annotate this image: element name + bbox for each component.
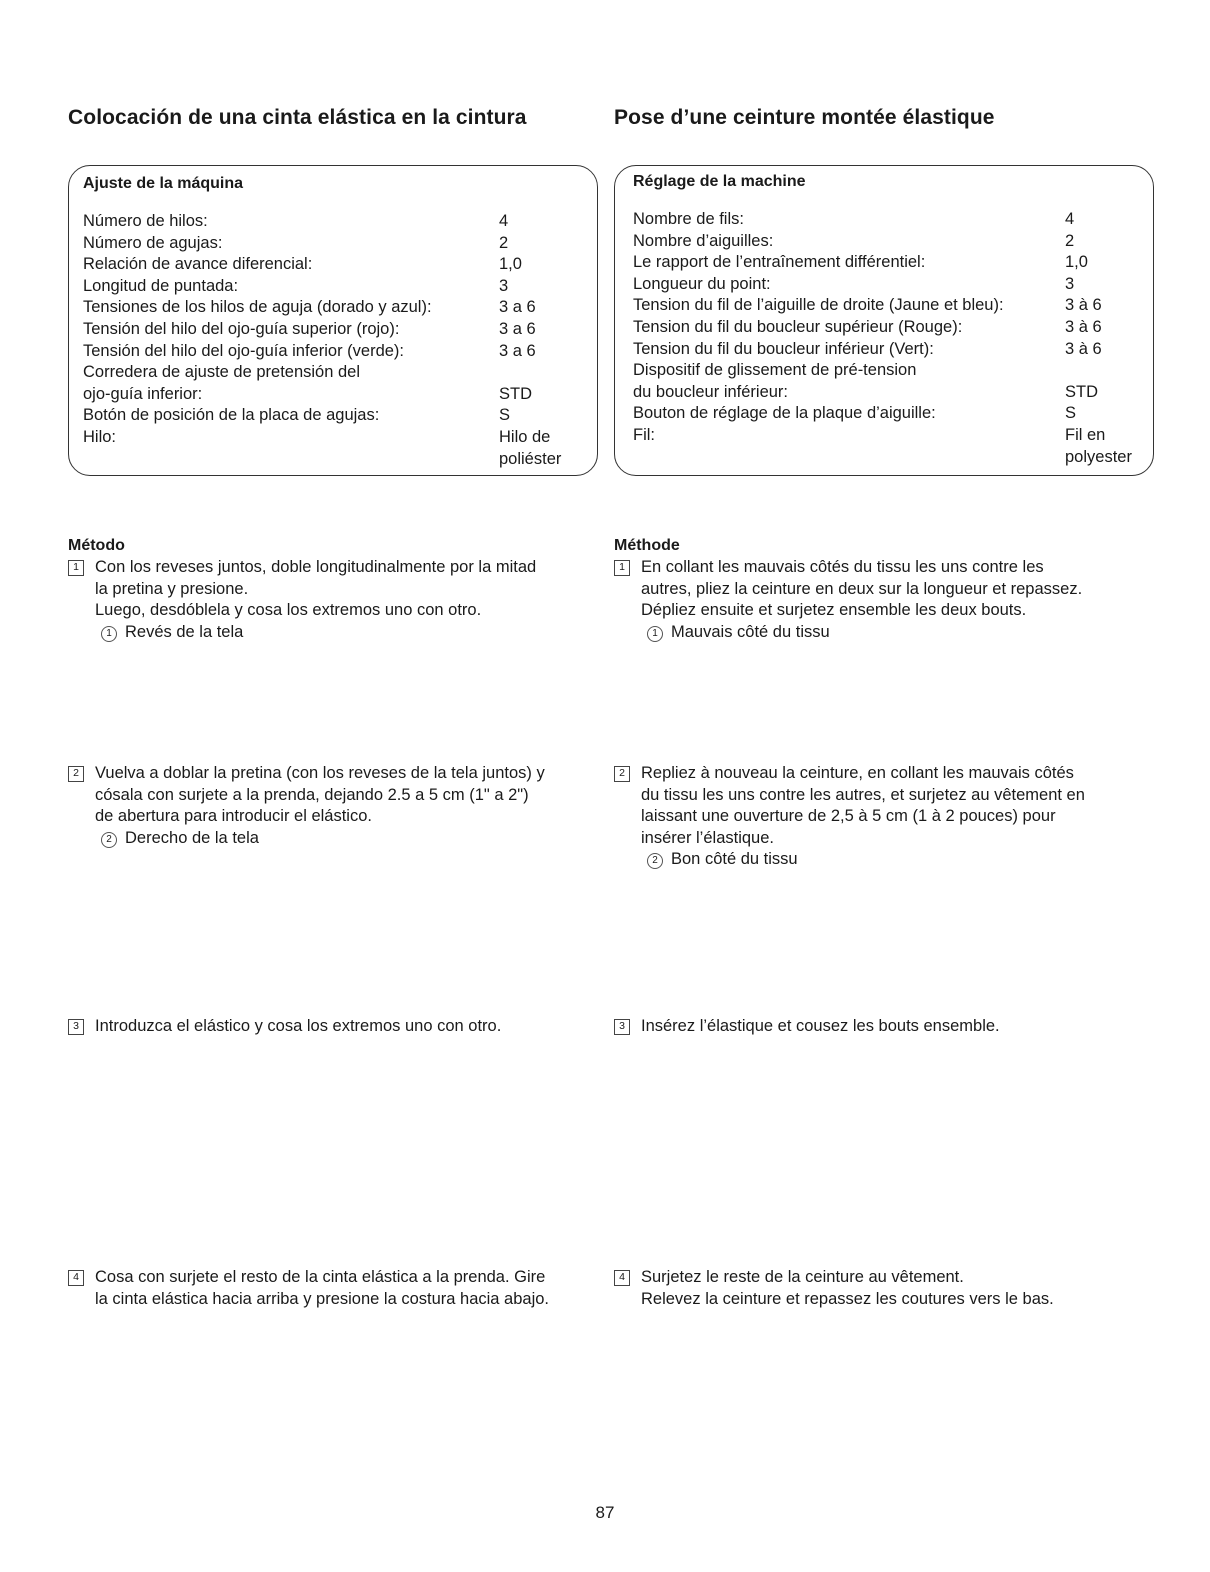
settings-value: 4 <box>1065 210 1075 228</box>
settings-row <box>83 254 597 276</box>
settings-row <box>83 297 597 319</box>
settings-row <box>633 317 1153 339</box>
settings-row <box>83 341 597 363</box>
settings-label <box>83 449 499 471</box>
page-number: 87 <box>595 1503 615 1522</box>
step-text-line: Cosa con surjete el resto de la cinta elástica a la prenda. Gire <box>95 1268 546 1286</box>
fr-title: Pose d’une ceinture montée élastique <box>614 106 995 129</box>
settings-label: Tension du fil du boucleur supérieur (Rouge): <box>633 317 963 336</box>
circled-number: 2 <box>101 832 117 848</box>
settings-label: Tension du fil du boucleur inférieur (Vert): <box>633 339 934 358</box>
figure-reference <box>95 622 598 644</box>
step-1 <box>614 557 1154 643</box>
settings-value: 3 à 6 <box>1065 339 1102 358</box>
settings-value: 3 à 6 <box>1065 317 1102 336</box>
settings-value: STD <box>1065 382 1098 401</box>
settings-value: 1,0 <box>1065 253 1088 272</box>
circled-number: 1 <box>101 626 117 642</box>
settings-label: Tensión del hilo del ojo-guía superior (rojo): <box>83 319 400 338</box>
settings-value: 2 <box>499 233 509 252</box>
settings-value: Fil en <box>1065 425 1106 444</box>
step-2 <box>68 763 598 849</box>
settings-row <box>633 231 1153 253</box>
settings-value <box>499 362 597 384</box>
settings-value: poliéster <box>499 449 562 468</box>
settings-value: 3 <box>499 276 509 295</box>
step-text-line: la cinta elástica hacia arriba y presione la costura hacia abajo. <box>95 1289 550 1308</box>
step-text-line: Con los reveses juntos, doble longitudinalmente por la mitad <box>95 558 537 576</box>
step-number-box: 2 <box>614 766 630 782</box>
figure-reference-label: Mauvais côté du tissu <box>671 622 830 641</box>
settings-label: du boucleur inférieur: <box>633 382 789 401</box>
settings-row <box>83 449 597 471</box>
es-settings-list <box>83 211 597 470</box>
step-1 <box>68 557 598 643</box>
settings-label: Longueur du point: <box>633 274 771 293</box>
settings-row <box>83 276 597 298</box>
step-text-line: Dépliez ensuite et surjetez ensemble les deux bouts. <box>641 601 1027 620</box>
settings-label: Tension du fil de l’aiguille de droite (Jaune et bleu): <box>633 296 1004 315</box>
circled-number: 2 <box>647 853 663 869</box>
es-settings-title: Ajuste de la máquina <box>83 175 244 192</box>
step-text-line: Surjetez le reste de la ceinture au vêtement. <box>641 1268 964 1286</box>
settings-value <box>1065 360 1153 382</box>
settings-label: Relación de avance diferencial: <box>83 255 313 274</box>
settings-row <box>633 382 1153 404</box>
step-number-box: 4 <box>68 1270 84 1286</box>
settings-row <box>633 209 1153 231</box>
settings-value: 3 a 6 <box>499 298 536 317</box>
settings-value: 4 <box>499 212 509 230</box>
step-number-box: 4 <box>614 1270 630 1286</box>
settings-value: 3 a 6 <box>499 341 536 360</box>
settings-label: Le rapport de l’entraînement différentiel: <box>633 253 926 272</box>
settings-row <box>633 403 1153 425</box>
step-text-line: autres, pliez la ceinture en deux sur la longueur et repassez. <box>641 579 1083 598</box>
settings-value: 3 à 6 <box>1065 296 1102 315</box>
step-text-line: de abertura para introducir el elástico. <box>95 807 372 826</box>
step-text-line: Introduzca el elástico y cosa los extremos uno con otro. <box>95 1017 502 1035</box>
step-2 <box>614 763 1154 871</box>
settings-row <box>83 362 597 384</box>
settings-value: 3 a 6 <box>499 319 536 338</box>
settings-row <box>83 405 597 427</box>
fr-settings-list <box>633 209 1153 468</box>
settings-label: Botón de posición de la placa de agujas: <box>83 406 380 425</box>
settings-row <box>83 233 597 255</box>
settings-label <box>633 447 1065 469</box>
step-text-line: Insérez l’élastique et cousez les bouts ensemble. <box>641 1017 1000 1035</box>
settings-value: 1,0 <box>499 255 522 274</box>
step-3 <box>614 1016 1154 1038</box>
step-3 <box>68 1016 598 1038</box>
settings-row <box>633 295 1153 317</box>
settings-label: Nombre d’aiguilles: <box>633 231 774 250</box>
fr-method-heading: Méthode <box>614 537 680 554</box>
figure-reference-label: Derecho de la tela <box>125 828 259 847</box>
step-text-line: Luego, desdóblela y cosa los extremos uno con otro. <box>95 601 482 620</box>
settings-value: 2 <box>1065 231 1075 250</box>
settings-value: S <box>1065 404 1077 423</box>
step-text-line: En collant les mauvais côtés du tissu les uns contre les <box>641 558 1044 576</box>
fr-settings-title: Réglage de la machine <box>633 173 806 190</box>
settings-label: Tensión del hilo del ojo-guía inferior (verde): <box>83 341 405 360</box>
step-number-box: 2 <box>68 766 84 782</box>
settings-value: S <box>499 406 511 425</box>
step-number-box: 1 <box>68 560 84 576</box>
es-settings-box <box>68 165 598 476</box>
settings-label: Tensiones de los hilos de aguja (dorado y azul): <box>83 298 432 317</box>
settings-row <box>83 384 597 406</box>
settings-label: Longitud de puntada: <box>83 276 239 295</box>
settings-label: Corredera de ajuste de pretensión del <box>83 363 361 382</box>
es-method-heading: Método <box>68 537 125 554</box>
step-text-line: Repliez à nouveau la ceinture, en collant les mauvais côtés <box>641 764 1074 782</box>
step-text-line: insérer l’élastique. <box>641 828 774 847</box>
step-number-box: 1 <box>614 560 630 576</box>
circled-number: 1 <box>647 626 663 642</box>
settings-label: Bouton de réglage de la plaque d’aiguille: <box>633 404 936 423</box>
settings-label: ojo-guía inferior: <box>83 384 203 403</box>
step-4 <box>68 1267 598 1310</box>
settings-value: 3 <box>1065 274 1075 293</box>
step-text-line: la pretina y presione. <box>95 579 249 598</box>
settings-value: STD <box>499 384 532 403</box>
figure-reference-label: Bon côté du tissu <box>671 850 798 869</box>
settings-row <box>83 319 597 341</box>
settings-label: Número de agujas: <box>83 233 223 252</box>
step-text-line: Relevez la ceinture et repassez les coutures vers le bas. <box>641 1289 1054 1308</box>
settings-label: Fil: <box>633 425 655 444</box>
figure-reference <box>641 622 1154 644</box>
figure-reference <box>95 828 598 850</box>
settings-value: Hilo de <box>499 427 551 446</box>
figure-reference <box>641 849 1154 871</box>
step-text-line: cósala con surjete a la prenda, dejando 2.5 a 5 cm (1" a 2") <box>95 785 529 804</box>
settings-row <box>633 447 1153 469</box>
settings-row <box>633 360 1153 382</box>
step-text-line: du tissu les uns contre les autres, et surjetez au vêtement en <box>641 785 1085 804</box>
figure-reference-label: Revés de la tela <box>125 622 244 641</box>
es-title: Colocación de una cinta elástica en la cintura <box>68 106 527 129</box>
step-number-box: 3 <box>614 1019 630 1035</box>
settings-label: Nombre de fils: <box>633 210 744 228</box>
settings-row <box>633 425 1153 447</box>
step-text-line: laissant une ouverture de 2,5 à 5 cm (1 à 2 pouces) pour <box>641 807 1056 826</box>
settings-label: Hilo: <box>83 427 117 446</box>
settings-row <box>633 339 1153 361</box>
step-text-line: Vuelva a doblar la pretina (con los reveses de la tela juntos) y <box>95 764 545 782</box>
settings-row <box>83 427 597 449</box>
settings-value: polyester <box>1065 447 1132 466</box>
settings-label: Dispositif de glissement de pré-tension <box>633 361 917 380</box>
settings-label: Número de hilos: <box>83 212 208 230</box>
settings-row <box>633 252 1153 274</box>
fr-settings-box <box>614 165 1154 476</box>
settings-row <box>633 274 1153 296</box>
step-number-box: 3 <box>68 1019 84 1035</box>
step-4 <box>614 1267 1154 1310</box>
settings-row <box>83 211 597 233</box>
